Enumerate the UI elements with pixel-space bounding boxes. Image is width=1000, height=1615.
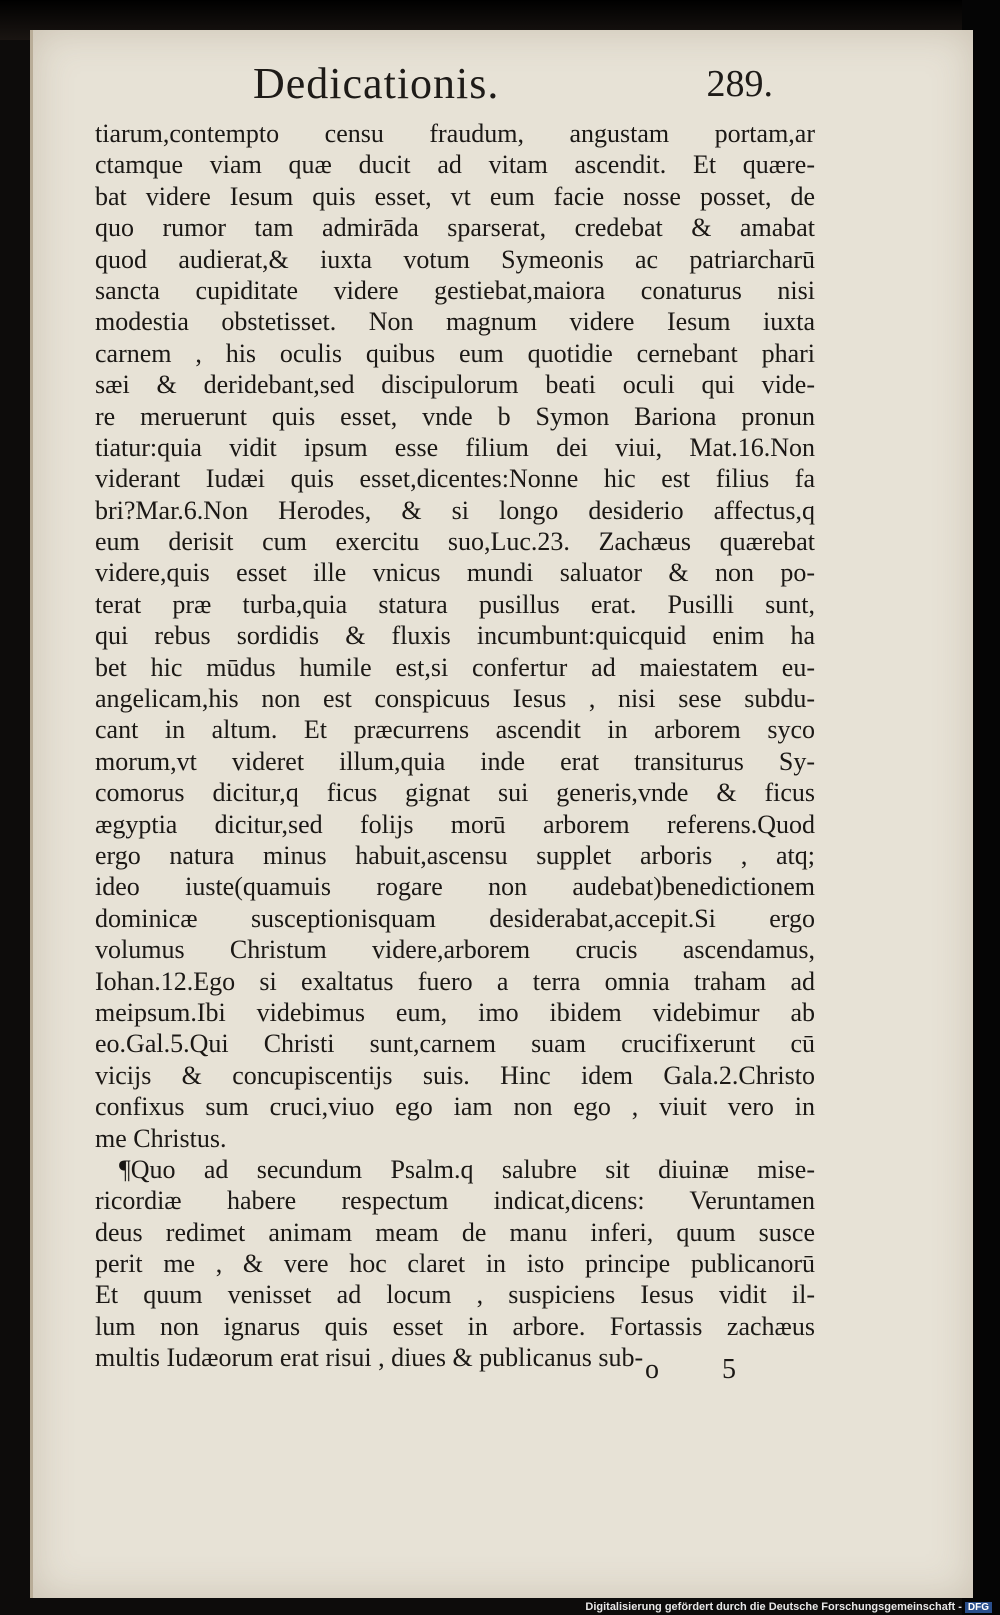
text-line: eo.Gal.5.Qui Christi sunt,carnem suam crucifixerunt cū: [95, 1029, 815, 1059]
text-line: terat præ turba,quia statura pusillus erat. Pusilli sunt,: [95, 589, 815, 619]
text-line: comorus dicitur,q ficus gignat sui generis,vnde & ficus: [95, 778, 815, 808]
text-line: bet hic mūdus humile est,si confertur ad maiestatem eu-: [95, 652, 815, 682]
text-line: perit me , & vere hoc claret in isto principe publicanorū: [95, 1249, 815, 1279]
text-line: modestia obstetisset. Non magnum videre Iesum iuxta: [95, 307, 815, 337]
text-line: deus redimet animam meam de manu inferi, quum susce: [95, 1217, 815, 1247]
text-line: viderant Iudæi quis esset,dicentes:Nonne hic est filius fa: [95, 464, 815, 494]
book-page: [30, 30, 973, 1598]
text-line: quod audierat,& iuxta votum Symeonis ac patriarcharū: [95, 244, 815, 274]
text-line: quo rumor tam admirāda sparserat, credebat & amabat: [95, 213, 815, 243]
page-number: 289.: [706, 63, 773, 105]
text-line: videre,quis esset ille vnicus mundi saluator & non po-: [95, 558, 815, 588]
running-head: [253, 58, 773, 118]
text-line: lum non ignarus quis esset in arbore. Fortassis zachæus: [95, 1311, 815, 1341]
text-line: tiatur:quia vidit ipsum esse filium dei viui, Mat.16.Non: [95, 432, 815, 462]
footer-credit-text: Digitalisierung gefördert durch die Deutsche Forschungsgemeinschaft -: [585, 1601, 962, 1613]
text-line: ¶Quo ad secundum Psalm.q salubre sit diuinæ mise-: [119, 1154, 815, 1184]
text-line: Et quum venisset ad locum , suspiciens Iesus vidit il-: [95, 1280, 815, 1310]
body-text: [95, 118, 815, 1374]
footer-credit: [585, 1601, 992, 1613]
text-line: bri?Mar.6.Non Herodes, & si longo desiderio affectus,q: [95, 495, 815, 525]
text-line: dominicæ susceptionisquam desiderabat,accepit.Si ergo: [95, 903, 815, 933]
text-line: ægyptia dicitur,sed folijs morū arborem referens.Quod: [95, 809, 815, 839]
text-line: Iohan.12.Ego si exaltatus fuero a terra omnia traham ad: [95, 966, 815, 996]
text-line: meipsum.Ibi videbimus eum, imo ibidem videbimur ab: [95, 997, 815, 1027]
text-line: me Christus.: [95, 1123, 227, 1153]
text-line: ricordiæ habere respectum indicat,dicens: Veruntamen: [95, 1186, 815, 1216]
text-line: ctamque viam quæ ducit ad vitam ascendit. Et quære-: [95, 150, 815, 180]
text-line: angelicam,his non est conspicuus Iesus , nisi sese subdu-: [95, 684, 815, 714]
text-line: cant in altum. Et præcurrens ascendit in arborem syco: [95, 715, 815, 745]
signature-mark: o 5: [645, 1354, 764, 1385]
text-line: carnem , his oculis quibus eum quotidie cernebant phari: [95, 338, 815, 368]
text-line: eum derisit cum exercitu suo,Luc.23. Zachæus quærebat: [95, 527, 815, 557]
dfg-logo: DFG: [965, 1602, 992, 1613]
text-line: ideo iuste(quamuis rogare non audebat)benedictionem: [95, 872, 815, 902]
text-line: ergo natura minus habuit,ascensu supplet arboris , atq;: [95, 840, 815, 870]
text-line: volumus Christum videre,arborem crucis ascendamus,: [95, 935, 815, 965]
text-line: morum,vt videret illum,quia inde erat transiturus Sy-: [95, 746, 815, 776]
text-line: tiarum,contempto censu fraudum, angustam portam,ar: [95, 119, 815, 148]
running-head-title: Dedicationis.: [253, 59, 500, 108]
text-line: multis Iudæorum erat risui , diues & publicanus sub-: [95, 1343, 644, 1373]
text-line: qui rebus sordidis & fluxis incumbunt:quicquid enim ha: [95, 621, 815, 651]
text-line: vicijs & concupiscentijs suis. Hinc idem Gala.2.Christo: [95, 1060, 815, 1090]
text-line: re meruerunt quis esset, vnde b Symon Bariona pronun: [95, 401, 815, 431]
text-line: sancta cupiditate videre gestiebat,maiora conaturus nisi: [95, 275, 815, 305]
text-line: bat videre Iesum quis esset, vt eum facie nosse posset, de: [95, 181, 815, 211]
text-line: sæi & deridebant,sed discipulorum beati oculi qui vide-: [95, 370, 815, 400]
text-line: confixus sum cruci,viuo ego iam non ego , viuit vero in: [95, 1092, 815, 1122]
